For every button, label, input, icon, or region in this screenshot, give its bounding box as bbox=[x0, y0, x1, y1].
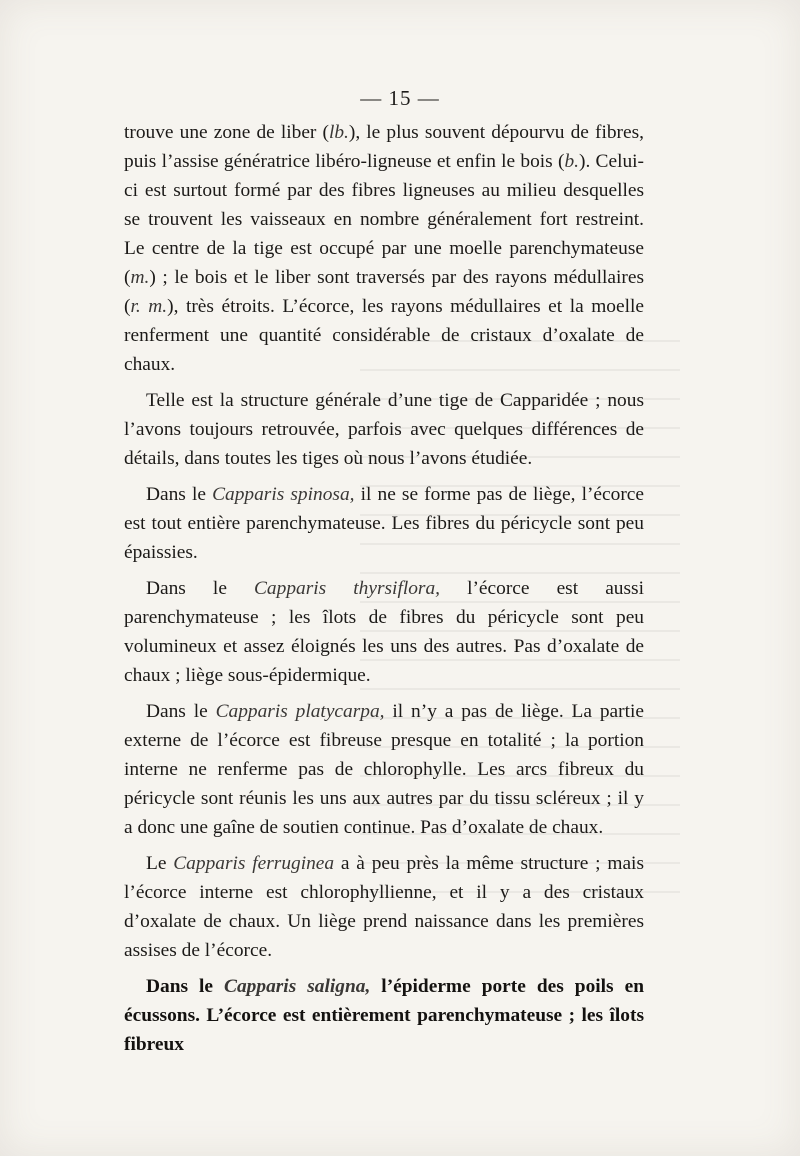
page-number: — 15 — bbox=[360, 86, 440, 110]
text-segment: Dans le bbox=[146, 701, 216, 722]
text-segment: trouve une zone de liber ( bbox=[124, 122, 329, 143]
italic-segment: Capparis saligna, bbox=[224, 976, 371, 997]
italic-segment: m. bbox=[130, 267, 150, 288]
italic-segment: b. bbox=[564, 151, 579, 172]
text-segment: Le bbox=[146, 853, 174, 874]
text-segment: ) ; le bois et le liber sont traversés par des rayons médullaires ( bbox=[124, 267, 644, 317]
italic-segment: Capparis platycarpa, bbox=[215, 701, 385, 722]
text-segment: l’épiderme porte des poils en écussons. L’écorce est entièrement parenchymateuse ; les îlots fibreux bbox=[124, 976, 644, 1055]
text-segment: Dans le bbox=[146, 976, 225, 997]
italic-segment: Capparis thyrsiflora, bbox=[254, 578, 440, 599]
paragraph bbox=[124, 972, 644, 1059]
text-segment: il ne se forme pas de liège, l’écorce est tout entière parenchymateuse. Les fibres du péricycle sont peu épaissies. bbox=[124, 484, 645, 563]
text-segment: l’écorce est aussi parenchymateuse ; les îlots de fibres du péricycle sont peu volumineux et assez éloignés les uns des autres. Pas d’oxalate de chaux ; liège sous-épidermique. bbox=[124, 578, 644, 686]
italic-segment: lb. bbox=[328, 122, 349, 143]
text-segment: ). Celui-ci est surtout formé par des fibres ligneuses au milieu desquelles se trouvent les vaisseaux en nombre généralement fort restreint. Le centre de la tige est occupé par une moelle parenchymateuse ( bbox=[124, 151, 645, 288]
text-segment: Dans le bbox=[146, 578, 254, 599]
body-text bbox=[124, 118, 644, 1066]
paragraph bbox=[124, 697, 644, 842]
text-segment: Telle est la structure générale d’une tige de Capparidée ; nous l’avons toujours retrouvée, parfois avec quelques différences de détails, dans toutes les tiges où nous l’avons étudiée. bbox=[124, 390, 644, 469]
italic-segment: Capparis spinosa, bbox=[212, 484, 355, 505]
paragraph bbox=[124, 480, 644, 567]
italic-segment: Capparis ferruginea bbox=[173, 853, 335, 874]
text-segment: Dans le bbox=[146, 484, 213, 505]
italic-segment: r. m. bbox=[130, 296, 168, 317]
paragraph bbox=[124, 118, 644, 379]
paragraph bbox=[124, 574, 644, 690]
text-segment: ), très étroits. L’écorce, les rayons médullaires et la moelle renferment une quantité considérable de cristaux d’oxalate de chaux. bbox=[124, 296, 644, 375]
paragraph bbox=[124, 849, 644, 965]
text-segment: ), le plus souvent dépourvu de fibres, puis l’assise génératrice libéro-ligneuse et enfin le bois ( bbox=[124, 122, 644, 172]
text-segment: il n’y a pas de liège. La partie externe de l’écorce est fibreuse presque en totalité ; la portion interne ne renferme pas de chlorophylle. Les arcs fibreux du péricycle sont réunis les uns aux autres par du tissu scléreux ; il y a donc une gaîne de soutien continue. Pas d’oxalate de chaux. bbox=[124, 701, 644, 838]
text-segment: a à peu près la même structure ; mais l’écorce interne est chlorophyllienne, et il y a des cristaux d’oxalate de chaux. Un liège prend naissance dans les premières assises de l’écorce. bbox=[124, 853, 644, 961]
paragraph bbox=[124, 386, 644, 473]
